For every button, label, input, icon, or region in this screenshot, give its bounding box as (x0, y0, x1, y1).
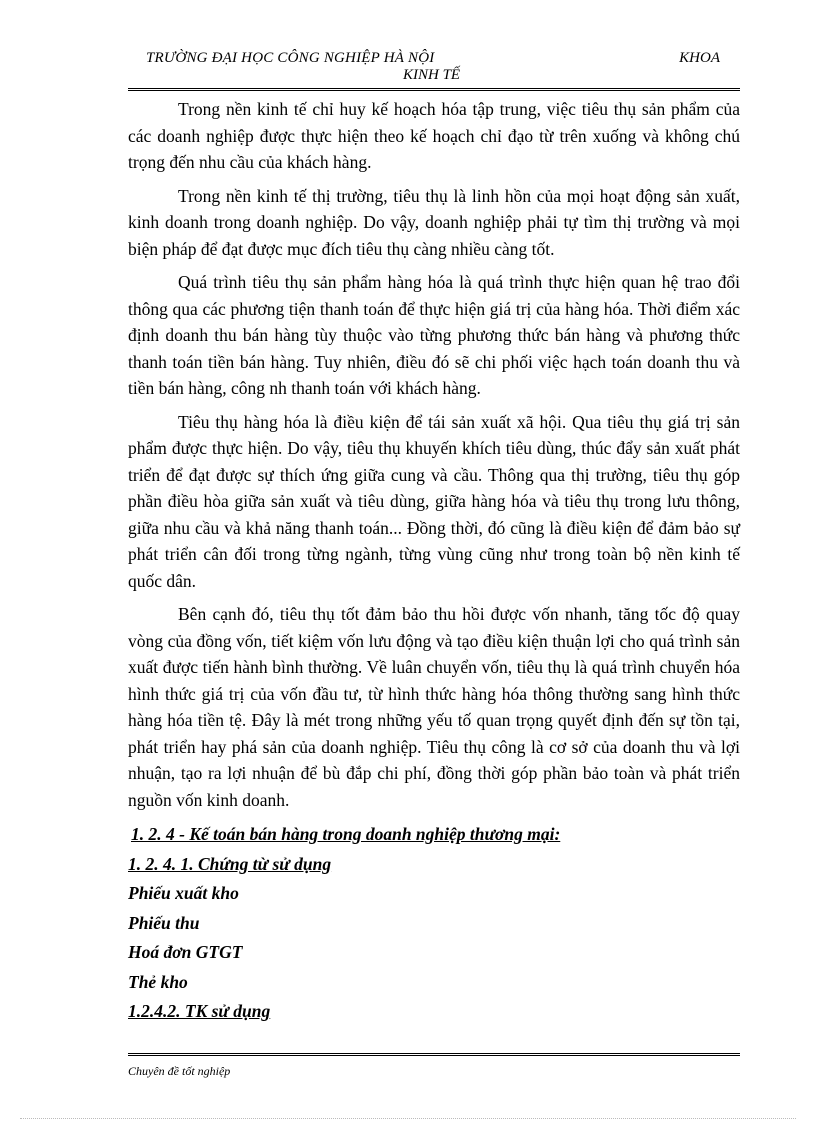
paragraph-1: Trong nền kinh tế chỉ huy kế hoạch hóa tập trung, việc tiêu thụ sản phẩm của các doanh nghiệp được thực hiện theo kế hoạch chỉ đạo từ trên xuống và không chú trọng đến nhu cầu của khách hàng. (128, 99, 740, 172)
subsection-heading-documents: 1. 2. 4. 1. Chứng từ sử dụng (128, 853, 332, 874)
paragraph-2: Trong nền kinh tế thị trường, tiêu thụ là linh hồn của mọi hoạt động sản xuất, kinh doanh trong doanh nghiệp. Do vậy, doanh nghiệp phải tự tìm thị trường và mọi biện pháp để đạt được mục đích tiêu thụ càng nhiều càng tốt. (128, 185, 740, 259)
faculty-label: KHOA (679, 50, 720, 66)
paragraph-3: Quá trình tiêu thụ sản phẩm hàng hóa là quá trình thực hiện quan hệ trao đổi thông qua các phương tiện thanh toán để thực hiện giá trị của hàng hóa. Thời điểm xác định doanh thu bán hàng tùy thuộc vào từng phương thức bán hàng và phương thức thanh toán tiền bán hàng. Tuy nhiên, điều đó sẽ chi phối việc hạch toán doanh thu và tiền bán hàng, công nh thanh toán với khách hàng. (128, 272, 740, 398)
document-item: Phiếu xuất kho (128, 883, 239, 903)
document-item: Hoá đơn GTGT (128, 942, 243, 962)
document-body (128, 96, 740, 1027)
faculty-name: KINH TẾ (403, 67, 461, 83)
document-item: Phiếu thu (128, 912, 200, 933)
page-header (128, 48, 740, 91)
page-footer (128, 1053, 740, 1080)
paragraph-4: Tiêu thụ hàng hóa là điều kiện để tái sản xuất xã hội. Qua tiêu thụ giá trị sản phẩm được thực hiện. Do vậy, tiêu thụ khuyến khích tiêu dùng, thúc đẩy sản xuất phát triển để đạt được sự thích ứng giữa cung và cầu. Thông qua thị trường, tiêu thụ góp phần điều hòa giữa sản xuất và tiêu dùng, giữa hàng hóa và tiêu thụ trong lưu thông, giữa nhu cầu và khả năng thanh toán... Đồng thời, đó cũng là điều kiện để đảm bảo sự phát triển cân đối trong từng ngành, từng vùng cũng như trong toàn bộ nền kinh tế quốc dân. (128, 411, 740, 591)
paragraph-5: Bên cạnh đó, tiêu thụ tốt đảm bảo thu hồi được vốn nhanh, tăng tốc độ quay vòng của đồng vốn, tiết kiệm vốn lưu động và tạo điều kiện thuận lợi cho quá trình sản xuất được tiến hành bình thường. Về luân chuyển vốn, tiêu thụ là quá trình chuyển hóa hình thức giá trị của vốn đầu tư, từ hình thức hàng hóa thông thường sang hình thức hàng hóa tiền tệ. Đây là mét trong những yếu tố quan trọng quyết định đến sự tồn tại, phát triển hay phá sản của doanh nghiệp. Tiêu thụ công là cơ sở của doanh thu và lợi nhuận, tạo ra lợi nhuận để bù đắp chi phí, đồng thời góp phần bảo toàn và phát triển nguồn vốn kinh doanh. (128, 604, 740, 810)
page-break-divider (20, 1118, 796, 1119)
subsection-heading-accounts: 1.2.4.2. TK sử dụng (128, 1001, 271, 1021)
section-heading: 1. 2. 4 - Kế toán bán hàng trong doanh nghiệp thương mại: (131, 824, 561, 844)
footer-text: Chuyên đề tốt nghiệp (128, 1064, 231, 1078)
document-item: Thẻ kho (128, 971, 188, 992)
school-name: TRƯỜNG ĐẠI HỌC CÔNG NGHIỆP HÀ NỘI (146, 50, 435, 66)
